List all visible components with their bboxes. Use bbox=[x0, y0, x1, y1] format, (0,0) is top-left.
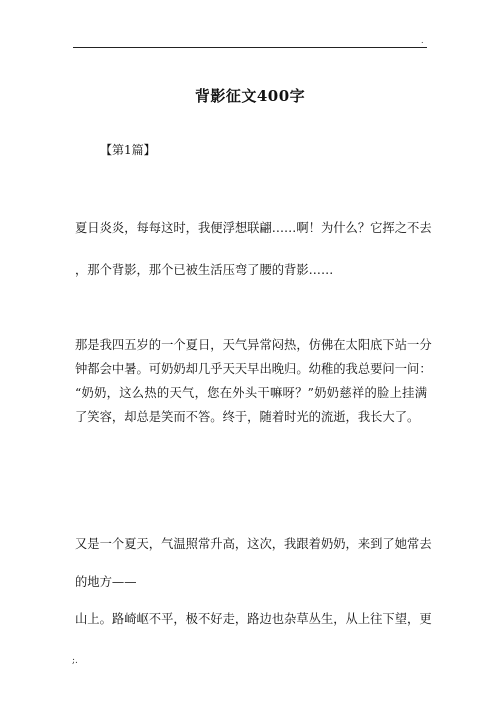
footer-mark: ;. bbox=[72, 656, 78, 666]
body-line-3: 那是我四五岁的一个夏日，天气异常闷热，仿佛在太阳底下站一分 bbox=[75, 338, 432, 352]
body-line-4: 钟都会中暑。可奶奶却几乎天天早出晚归。幼稚的我总要问一问： bbox=[75, 362, 432, 376]
body-line-9: 山上。路崎岖不平，极不好走，路边也杂草丛生，从上往下望，更 bbox=[75, 612, 432, 626]
header-rule bbox=[73, 47, 427, 48]
body-line-7: 又是一个夏天，气温照常升高，这次，我跟着奶奶，来到了她常去 bbox=[75, 537, 432, 551]
body-line-8: 的地方—— bbox=[75, 575, 137, 589]
header-mark: . bbox=[421, 36, 424, 45]
body-line-2: ，那个背影，那个已被生活压弯了腰的背影…… bbox=[75, 263, 334, 277]
section-label: 【第1篇】 bbox=[100, 143, 156, 157]
body-line-1: 夏日炎炎，每每这时，我便浮想联翩……啊！为什么？它挥之不去 bbox=[75, 221, 432, 235]
body-line-5: “奶奶，这么热的天气，您在外头干嘛呀？”奶奶慈祥的脸上挂满 bbox=[75, 386, 427, 400]
document-title: 背影征文400字 bbox=[194, 87, 306, 105]
body-line-6: 了笑容，却总是笑而不答。终于，随着时光的流逝，我长大了。 bbox=[75, 410, 420, 424]
